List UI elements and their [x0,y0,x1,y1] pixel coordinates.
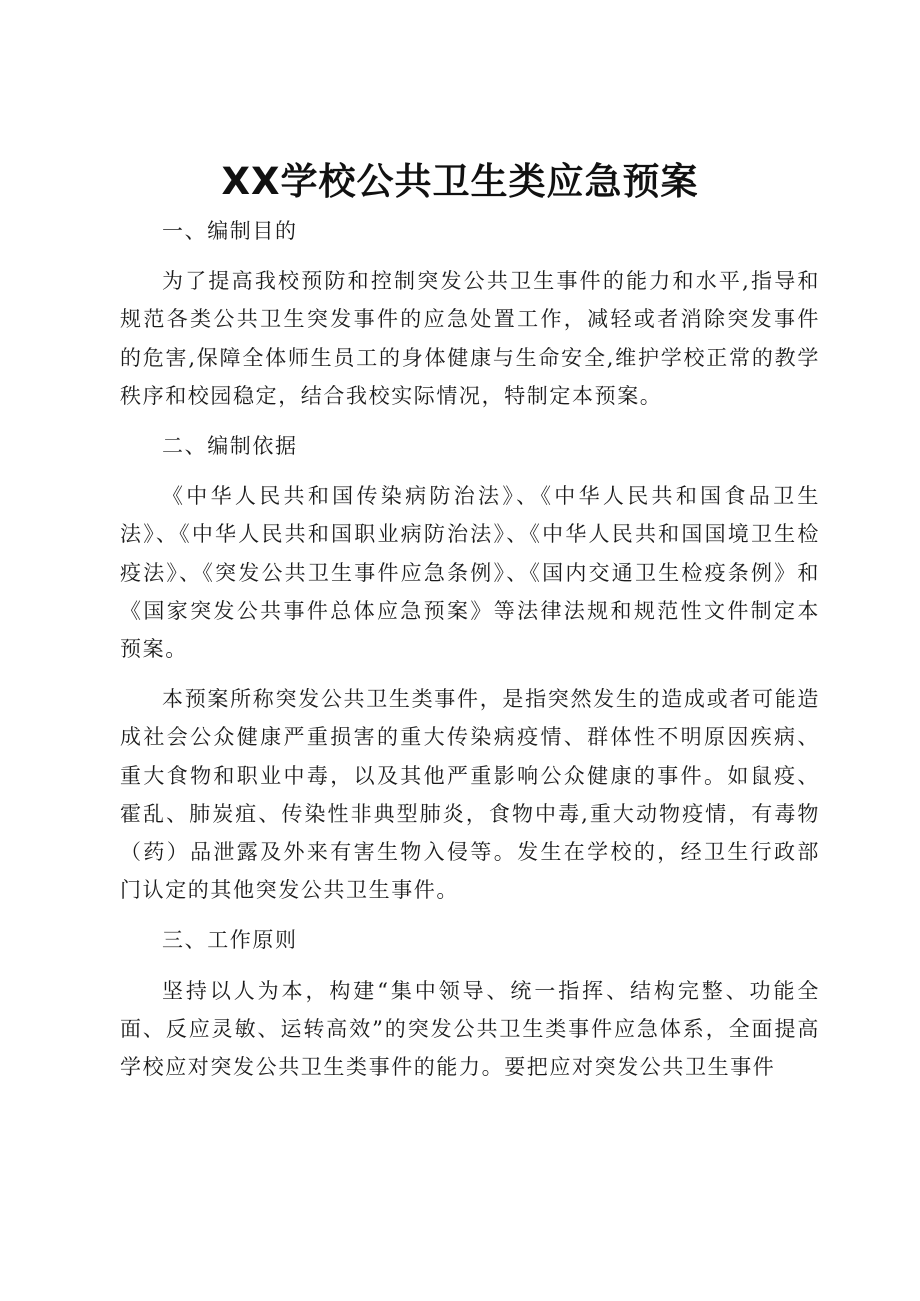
paragraph-scope: 本预案所称突发公共卫生类事件，是指突然发生的造成或者可能造成社会公众健康严重损害的重大传染病疫情、群体性不明原因疾病、重大食物和职业中毒，以及其他严重影响公众健康的事件。如鼠疫、霍乱、肺炭疽、传染性非典型肺炎，食物中毒,重大动物疫情，有毒物（药）品泄露及外来有害生物入侵等。发生在学校的，经卫生行政部门认定的其他突发公共卫生事件。 [120,687,820,903]
paragraph-basis: 《中华人民共和国传染病防治法》、《中华人民共和国食品卫生法》、《中华人民共和国职业病防治法》、《中华人民共和国国境卫生检疫法》、《突发公共卫生事件应急条例》、《国内交通卫生检疫条例》和《国家突发公共事件总体应急预案》等法律法规和规范性文件制定本预案。 [120,484,820,662]
paragraph-principles: 坚持以人为本，构建“集中领导、统一指挥、结构完整、功能全面、反应灵敏、运转高效”的突发公共卫生类事件应急体系，全面提高学校应对突发公共卫生类事件的能力。要把应对突发公共卫生事件 [120,978,820,1080]
document-title: XX学校公共卫生类应急预案 [221,160,699,203]
section-heading-purpose: 一、编制目的 [162,219,298,243]
document-body [120,212,820,1089]
paragraph-purpose: 为了提高我校预防和控制突发公共卫生事件的能力和水平,指导和规范各类公共卫生突发事件的应急处置工作，减轻或者消除突发事件的危害,保障全体师生员工的身体健康与生命安全,维护学校正常的教学秩序和校园稳定，结合我校实际情况，特制定本预案。 [120,269,820,408]
section-heading-principles: 三、工作原则 [162,928,298,953]
section-heading-basis: 二、编制依据 [162,434,298,459]
